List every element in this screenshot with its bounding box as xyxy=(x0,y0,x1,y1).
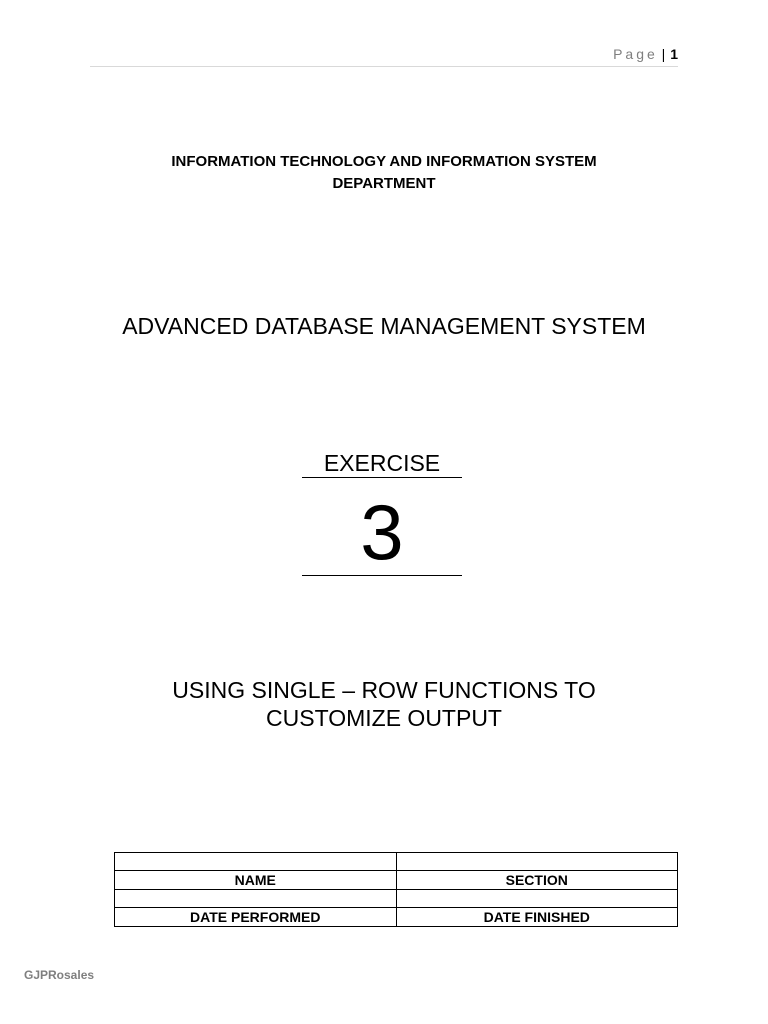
exercise-label: EXERCISE xyxy=(323,450,441,476)
date-performed-label: DATE PERFORMED xyxy=(115,908,397,927)
name-label: NAME xyxy=(115,871,397,890)
page-separator: | xyxy=(661,46,666,62)
section-value-cell[interactable] xyxy=(396,853,678,871)
table-row xyxy=(115,890,678,908)
page-number-indicator xyxy=(613,46,678,62)
department-line-2: DEPARTMENT xyxy=(332,175,436,192)
department-heading xyxy=(90,151,678,195)
date-performed-value-cell[interactable] xyxy=(115,890,397,908)
name-value-cell[interactable] xyxy=(115,853,397,871)
topic-line-1: USING SINGLE – ROW FUNCTIONS TO xyxy=(172,677,596,703)
table-row xyxy=(115,853,678,871)
department-line-1: INFORMATION TECHNOLOGY AND INFORMATION SYSTEM xyxy=(171,153,597,170)
student-info-table xyxy=(114,852,678,927)
table-row xyxy=(115,871,678,890)
exercise-topic xyxy=(90,676,678,732)
date-finished-value-cell[interactable] xyxy=(396,890,678,908)
section-label: SECTION xyxy=(396,871,678,890)
date-finished-label: DATE FINISHED xyxy=(396,908,678,927)
table-row xyxy=(115,908,678,927)
exercise-number: 3 xyxy=(360,488,404,576)
page-number: 1 xyxy=(670,46,678,62)
page-word: Page xyxy=(613,46,658,62)
exercise-rule-top xyxy=(302,477,462,478)
page-header xyxy=(90,44,678,67)
footer-author: GJPRosales xyxy=(24,968,95,982)
topic-line-2: CUSTOMIZE OUTPUT xyxy=(266,705,502,731)
course-title: ADVANCED DATABASE MANAGEMENT SYSTEM xyxy=(122,313,646,339)
exercise-rule-bottom xyxy=(302,575,462,576)
